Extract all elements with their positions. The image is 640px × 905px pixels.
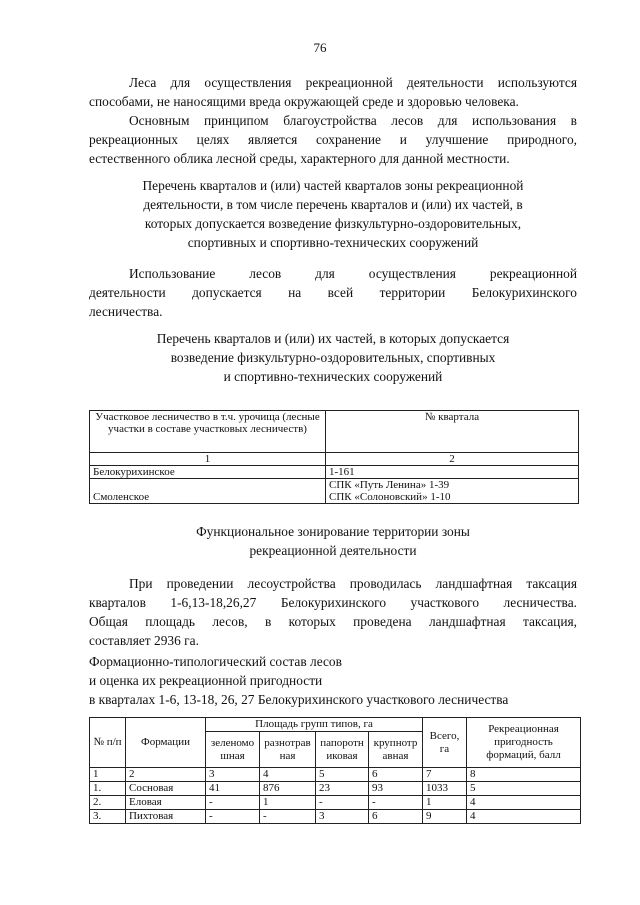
subheader-green-moss: зеленомошная: [206, 732, 260, 768]
text-line: способами, не наносящими вреда окружающей среде и здоровью человека.: [89, 94, 519, 109]
column-number: 3: [206, 768, 260, 782]
heading-line: которых допускается возведение физкультурно-оздоровительных,: [144, 216, 522, 231]
header-formation: Формации: [126, 718, 206, 768]
subheader-tall-herb: крупнотравная: [369, 732, 423, 768]
text-line: Общая площадь лесов, в которых проведена ландшафтная таксация,: [89, 614, 577, 629]
total-value: 9: [423, 810, 467, 824]
text-line: лесничества.: [89, 304, 163, 319]
area-value: 876: [260, 782, 316, 796]
heading-line: рекреационной деятельности: [249, 543, 417, 558]
column-number: 6: [369, 768, 423, 782]
area-value: 6: [369, 810, 423, 824]
score-value: 4: [467, 796, 581, 810]
row-number: 1.: [90, 782, 126, 796]
text-line: деятельности допускается на всей территории Белокурихинского: [89, 285, 577, 300]
table-row: [90, 810, 581, 824]
heading-line: Перечень кварталов и (или) их частей, в которых допускается: [156, 331, 510, 346]
intro-paragraph-1: [89, 73, 577, 111]
area-value: 93: [369, 782, 423, 796]
area-value: -: [206, 796, 260, 810]
column-number: 1: [90, 768, 126, 782]
column-number: 5: [316, 768, 369, 782]
header-number: № п/п: [90, 718, 126, 768]
paragraph-forest-use: [89, 264, 577, 321]
heading-line: Функциональное зонирование территории зоны: [196, 524, 470, 539]
intro-paragraph-2: [89, 111, 577, 168]
column-number: 8: [467, 768, 581, 782]
subheader-fern: папоротниковая: [316, 732, 369, 768]
total-value: 1033: [423, 782, 467, 796]
header-quarter-number: № квартала: [326, 411, 579, 453]
quarter-range: СПК «Солоновский» 1-10: [329, 491, 451, 503]
score-value: 5: [467, 782, 581, 796]
area-value: -: [206, 810, 260, 824]
text-line: кварталов 1-6,13-18,26,27 Белокурихинского участкового лесничества.: [89, 595, 577, 610]
header-recreation-score: Рекреационная пригодность формаций, балл: [467, 718, 581, 768]
heading-line: возведение физкультурно-оздоровительных, спортивных: [170, 350, 496, 365]
area-value: 41: [206, 782, 260, 796]
heading-quarters-list: [89, 329, 577, 386]
heading-line: Формационно-типологический состав лесов: [89, 654, 342, 669]
score-value: 4: [467, 810, 581, 824]
text-line: Использование лесов для осуществления рекреационной: [129, 266, 577, 281]
area-value: -: [260, 810, 316, 824]
table-row: [90, 466, 579, 479]
text-line: естественного облика лесной среды, характерного для данной местности.: [89, 151, 510, 166]
page-number: 76: [313, 40, 327, 55]
heading-line: Перечень кварталов и (или) частей кварталов зоны рекреационной: [142, 178, 524, 193]
heading-functional-zoning: [89, 522, 577, 560]
heading-formation-composition: [89, 652, 577, 709]
area-value: 1: [260, 796, 316, 810]
text-line: составляет 2936 га.: [89, 633, 199, 648]
header-total: Всего, га: [423, 718, 467, 768]
text-line: Леса для осуществления рекреационной деятельности используются: [129, 75, 577, 90]
column-number: 2: [126, 768, 206, 782]
table-row: [90, 782, 581, 796]
table-row: [90, 479, 579, 504]
area-value: 23: [316, 782, 369, 796]
table-number-row: [90, 453, 579, 466]
formation-name: Еловая: [126, 796, 206, 810]
area-value: -: [316, 796, 369, 810]
text-line: Основным принципом благоустройства лесов для использования в: [129, 113, 577, 128]
subheader-mixed-herb: разнотравная: [260, 732, 316, 768]
header-forestry: Участковое лесничество в т.ч. урочища (лесные участки в составе участковых лесничеств): [90, 411, 326, 453]
formation-table: [89, 717, 581, 824]
quarter-range: СПК «Путь Ленина» 1-39: [329, 479, 450, 491]
quarter-range-cell: [326, 479, 579, 504]
forestry-name: Белокурихинское: [90, 466, 326, 479]
table-header-row: [90, 411, 579, 453]
heading-line: в кварталах 1-6, 13-18, 26, 27 Белокурихинского участкового лесничества: [89, 692, 509, 707]
header-area-groups: Площадь групп типов, га: [206, 718, 423, 732]
paragraph-landscape-taxation: [89, 574, 577, 650]
area-value: -: [369, 796, 423, 810]
formation-name: Сосновая: [126, 782, 206, 796]
heading-line: деятельности, в том числе перечень кварталов и (или) их частей, в: [143, 197, 523, 212]
quarters-table: [89, 410, 579, 504]
column-number: 7: [423, 768, 467, 782]
column-number: 4: [260, 768, 316, 782]
row-number: 3.: [90, 810, 126, 824]
column-number: 1: [90, 453, 326, 466]
table-row: [90, 796, 581, 810]
table-header-row: [90, 718, 581, 732]
heading-line: и оценка их рекреационной пригодности: [89, 673, 323, 688]
quarter-range: 1-161: [326, 466, 579, 479]
table-number-row: [90, 768, 581, 782]
text-line: рекреационных целях является сохранение и улучшение природного,: [89, 132, 577, 147]
heading-recreation-zone-list: [89, 176, 577, 252]
heading-line: и спортивно-технических сооружений: [223, 369, 443, 384]
area-value: 3: [316, 810, 369, 824]
heading-line: спортивных и спортивно-технических сооружений: [187, 235, 479, 250]
formation-name: Пихтовая: [126, 810, 206, 824]
column-number: 2: [326, 453, 579, 466]
row-number: 2.: [90, 796, 126, 810]
total-value: 1: [423, 796, 467, 810]
forestry-name: Смоленское: [90, 479, 326, 504]
text-line: При проведении лесоустройства проводилась ландшафтная таксация: [129, 576, 577, 591]
